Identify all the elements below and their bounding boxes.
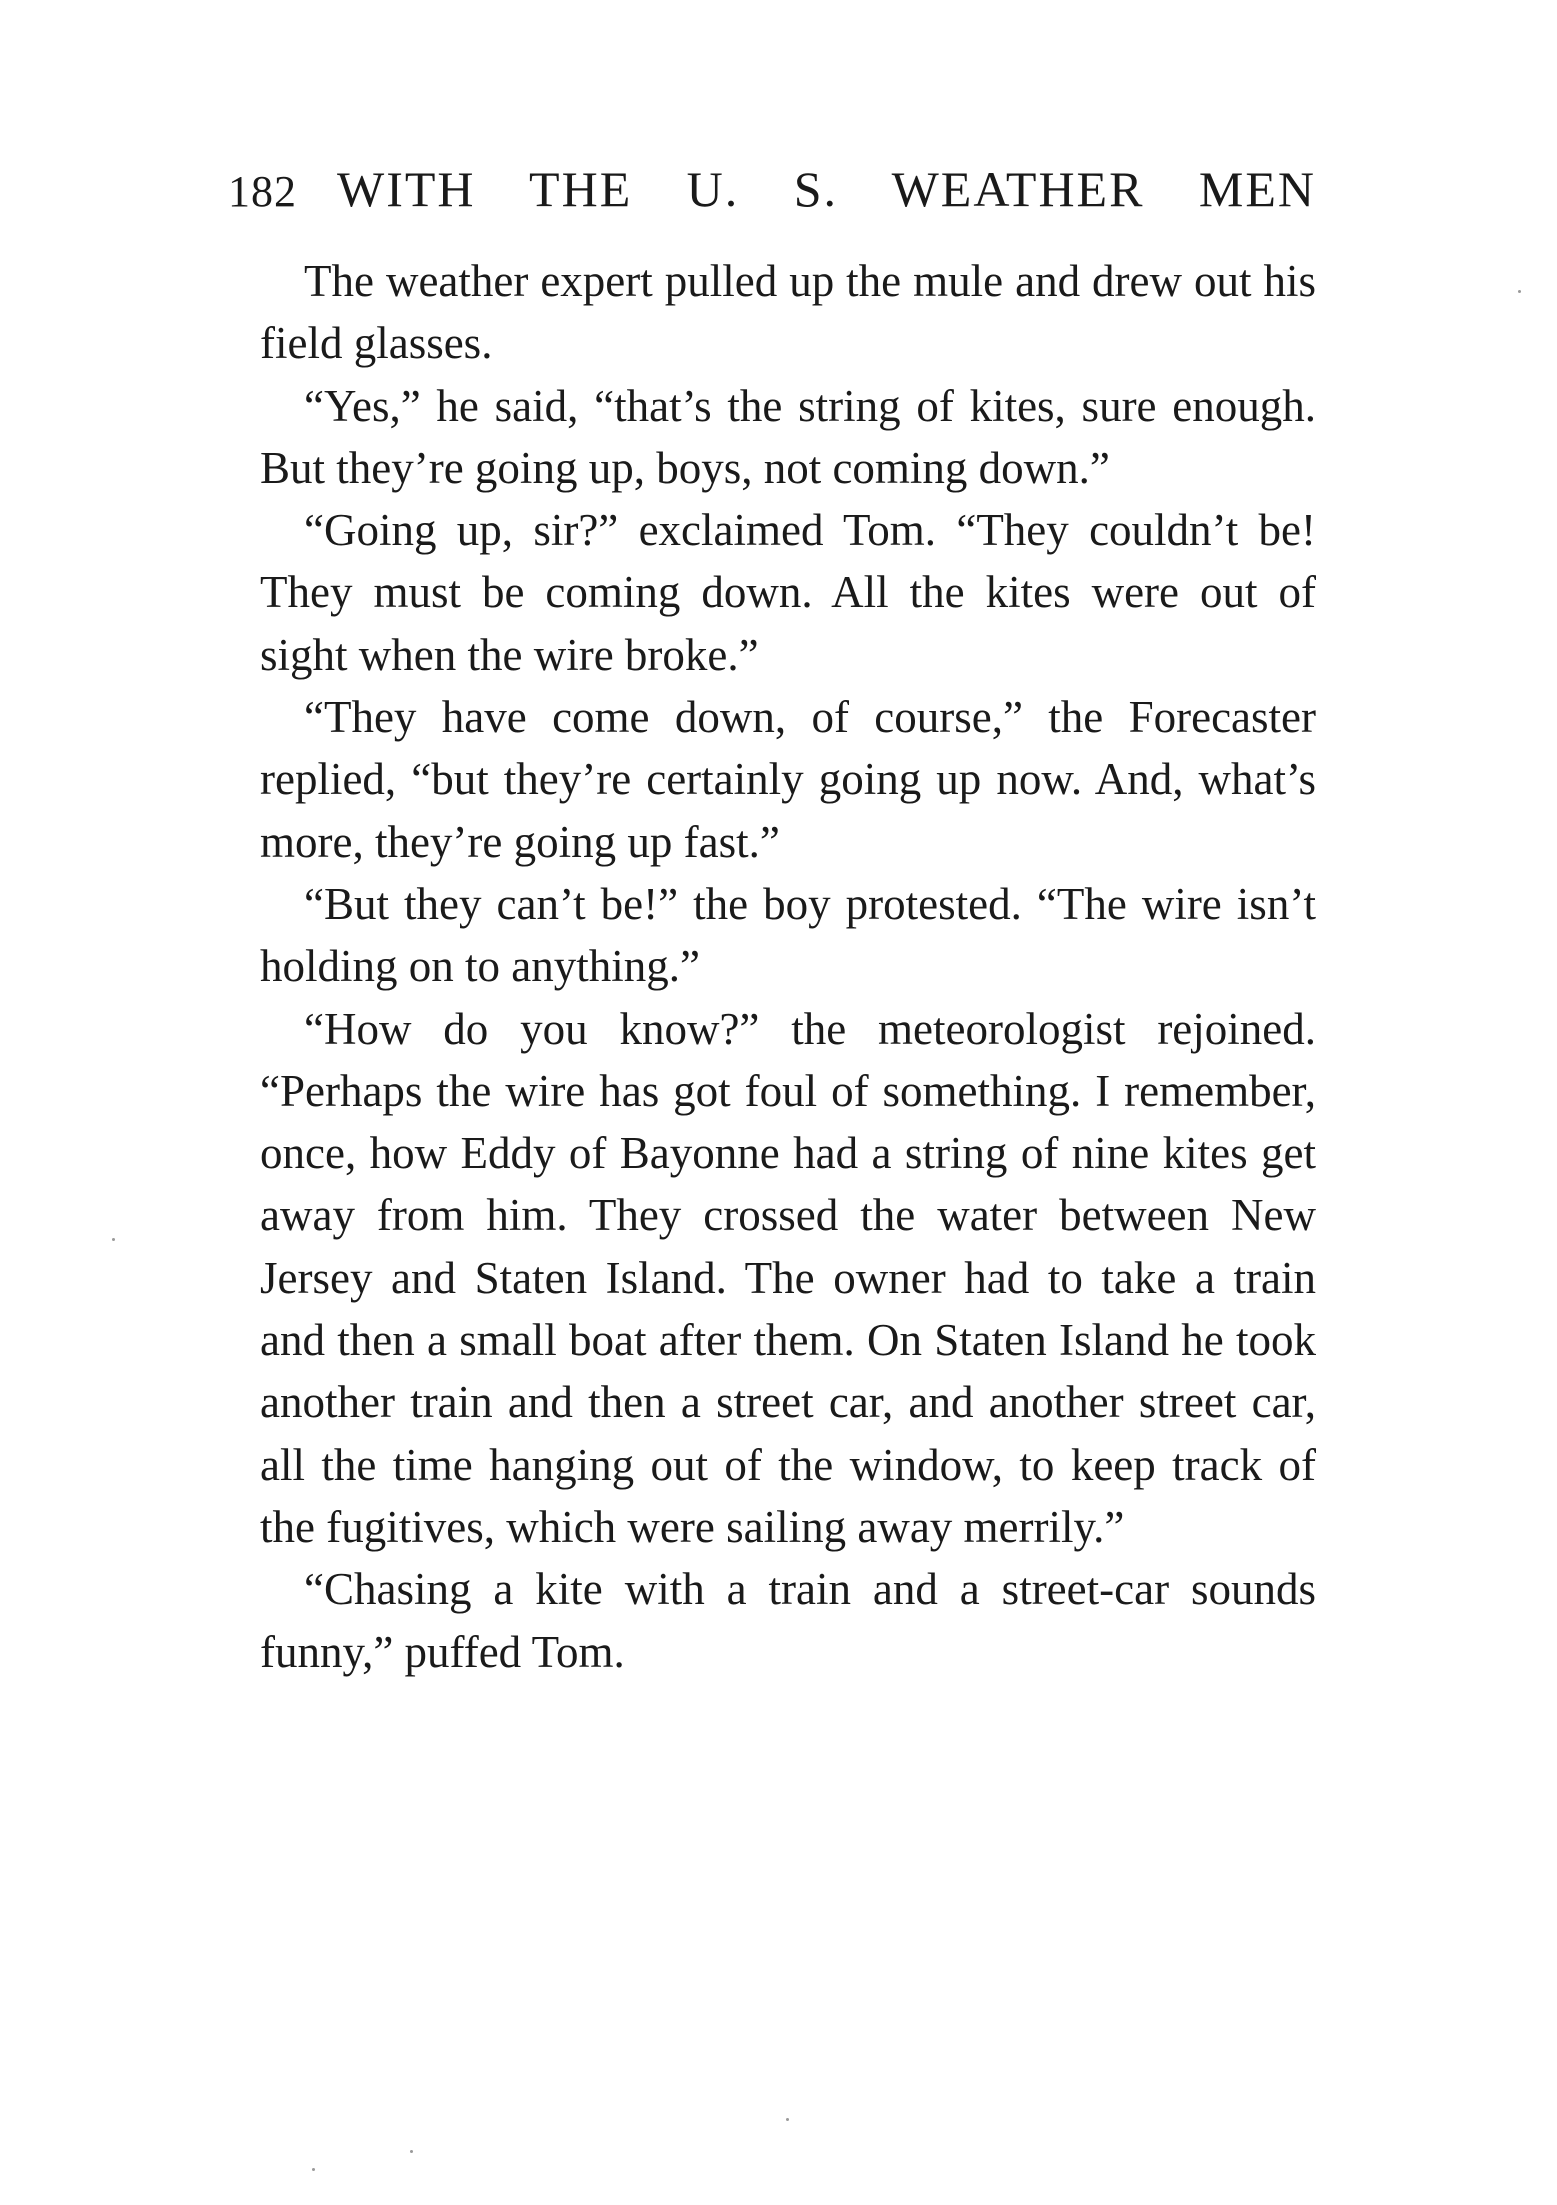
paragraph: “Yes,” he said, “that’s the string of kites, sure enough. But they’re going up, boys, not coming down.” [260, 380, 1316, 493]
page-number: 182 [228, 167, 297, 216]
paper-speck [786, 2118, 789, 2121]
paragraph: “They have come down, of course,” the Forecaster replied, “but they’re certainly going up now. And, what’s more, they’re going up fast.” [260, 692, 1316, 867]
paper-speck [112, 1238, 115, 1241]
running-head [228, 160, 1316, 224]
paper-speck [1518, 290, 1521, 293]
paper-speck [410, 2150, 413, 2153]
paragraph: “Going up, sir?” exclaimed Tom. “They couldn’t be! They must be coming down. All the kites were out of sight when the wire broke.” [260, 505, 1316, 680]
body-text [260, 250, 1316, 1683]
paragraph: “How do you know?” the meteorologist rejoined. “Perhaps the wire has got foul of something. I remember, once, how Eddy of Bayonne had a string of nine kites get away from him. They crossed the water between New Jersey and Staten Island. The owner had to take a train and then a small boat after them. On Staten Island he took another train and then a street car, and another street car, all the time hanging out of the window, to keep track of the fugitives, which were sailing away merrily.” [260, 1003, 1316, 1552]
paragraph: The weather expert pulled up the mule and drew out his field glasses. [260, 256, 1316, 369]
paragraph: “But they can’t be!” the boy protested. “The wire isn’t holding on to anything.” [260, 878, 1316, 992]
paper-speck [312, 2168, 315, 2171]
paragraph: “Chasing a kite with a train and a street-car sounds funny,” puffed Tom. [260, 1564, 1316, 1677]
book-title: WITH THE U. S. WEATHER MEN [337, 161, 1316, 217]
